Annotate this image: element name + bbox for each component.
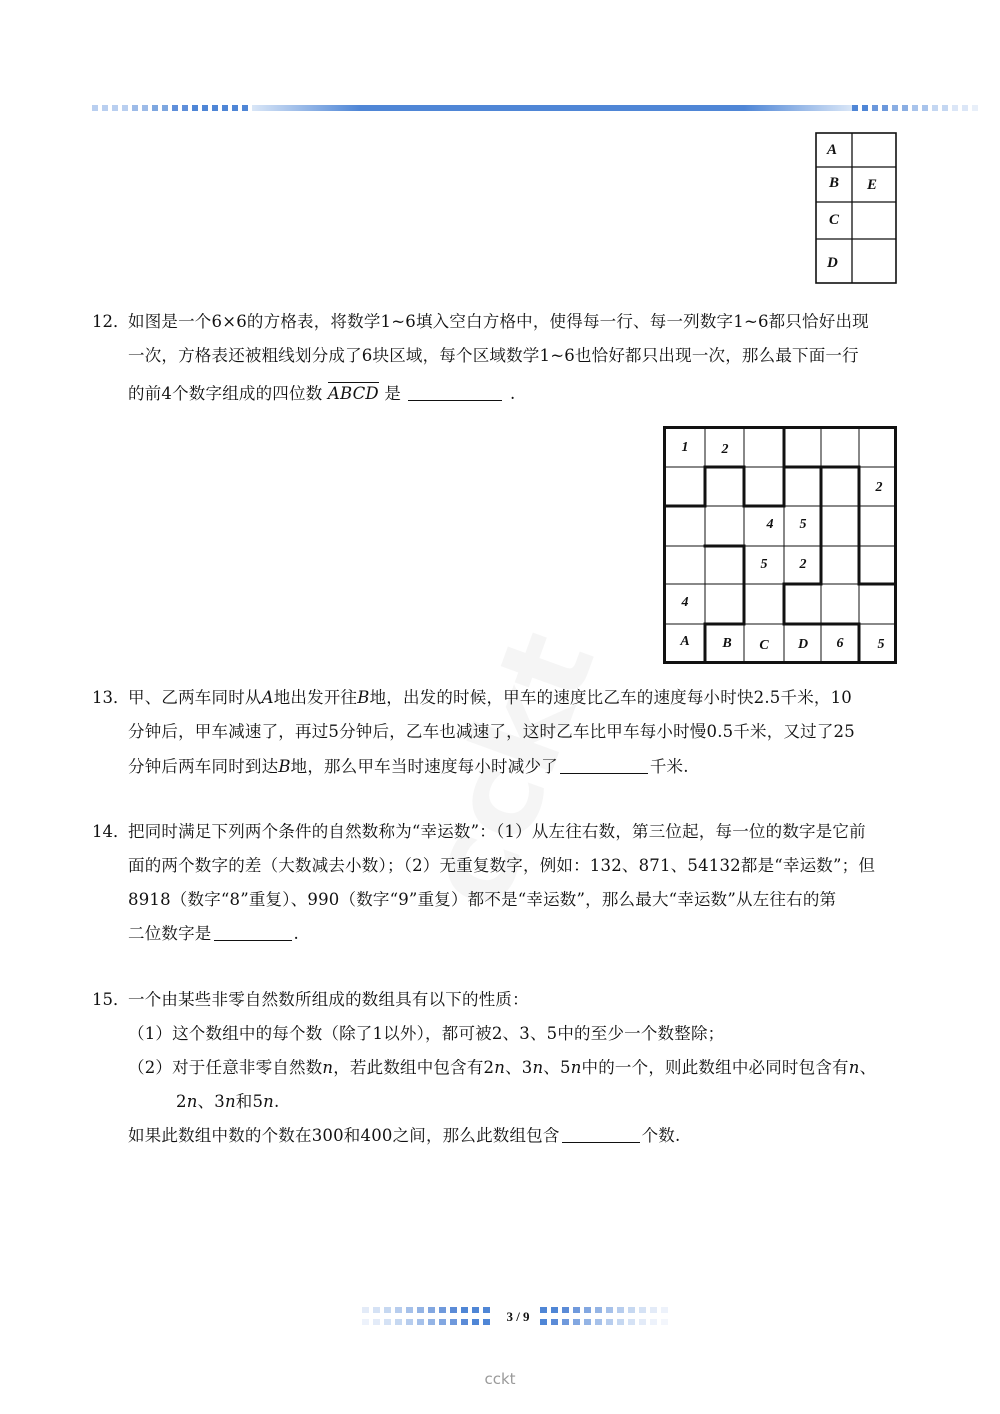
q13-line1	[128, 688, 852, 708]
q12-answer-blank[interactable]	[408, 384, 502, 401]
q15-var-n: n	[570, 1058, 582, 1077]
q12-line1: 如图是一个6×6的方格表，将数学1~6填入空白方格中，使得每一行、每一列数字1~6都只恰好出现	[128, 312, 869, 331]
q15-line3-a: （2）对于任意非零自然数	[128, 1058, 323, 1077]
q15-var-n: n	[848, 1058, 860, 1077]
q15-line3-b: ，若此数组中包含有2	[333, 1058, 495, 1077]
q15-var-n: n	[186, 1092, 198, 1111]
grid-cell: 5	[799, 517, 807, 532]
q14-line3: 8918（数字“8”重复）、990（数字“9”重复）都不是“幸运数”，那么最大“幸运数”从左往右的第	[128, 890, 837, 909]
q14-line4	[128, 924, 299, 944]
q15-line5-a: 如果此数组中数的个数在300和400之间，那么此数组包含	[128, 1126, 560, 1145]
q13-place-b2: B	[278, 757, 291, 776]
grid-cell: 4	[681, 595, 689, 610]
q12-abcd: ABCD	[327, 384, 379, 403]
sudoku-grid	[663, 426, 897, 664]
q15-line5-b: 个数.	[641, 1126, 681, 1145]
grid-cell: 6	[836, 636, 844, 651]
q15-line4	[176, 1092, 279, 1112]
q14-line4-a: 二位数字是	[128, 924, 212, 943]
grid-cell: 2	[799, 557, 807, 572]
grid-label-c: C	[829, 212, 840, 228]
grid-label-b: B	[829, 175, 840, 191]
q13-line1-b: 地出发开往	[273, 688, 358, 707]
q15-number: 15．	[92, 990, 130, 1009]
grid-cell: 2	[721, 442, 729, 457]
q13-place-a: A	[261, 688, 274, 707]
q15-line4-c: 和5	[235, 1092, 264, 1111]
q15-line4-b: 、3	[197, 1092, 225, 1111]
q14-line2: 面的两个数字的差（大数减去小数）；（2）无重复数字，例如：132、871、54132都是“幸运数”；但	[128, 856, 876, 875]
source-label: cckt	[484, 1370, 516, 1388]
q15-var-n: n	[263, 1092, 274, 1111]
q13-place-b: B	[357, 688, 370, 707]
q14-answer-blank[interactable]	[214, 924, 292, 941]
q15-line3-e: 中的一个，则此数组中必同时包含有	[581, 1058, 849, 1077]
grid-label-d: D	[827, 255, 838, 271]
grid-cell: D	[797, 637, 809, 652]
q13-answer-blank[interactable]	[560, 757, 648, 774]
q13-line3-c: 千米.	[649, 757, 689, 776]
q15-var-n: n	[322, 1058, 334, 1077]
q14-line4-b: .	[293, 924, 299, 943]
q13-line3	[128, 757, 689, 777]
grid-label-e: E	[867, 177, 878, 193]
q14-number: 14．	[92, 822, 130, 841]
grid-cell: 5	[877, 637, 885, 652]
q15-line5	[128, 1126, 680, 1146]
q15-line4-a: 2	[176, 1092, 187, 1111]
q15-line4-d: .	[274, 1092, 280, 1111]
q15-answer-blank[interactable]	[562, 1126, 640, 1143]
q15-line1: 一个由某些非零自然数所组成的数组具有以下的性质：	[128, 990, 529, 1009]
grid-cell: C	[759, 638, 769, 653]
q15-line3	[128, 1058, 876, 1078]
small-letter-grid	[815, 132, 897, 284]
q12-number: 12．	[92, 312, 130, 331]
q12-line3-post: 是	[384, 384, 402, 403]
header-rule	[92, 97, 982, 105]
q15-line3-d: 、5	[543, 1058, 571, 1077]
q13-line3-b: 地，那么甲车当时速度每小时减少了	[290, 757, 558, 776]
q12-line3-end: .	[509, 384, 516, 403]
q15-line3-f: 、	[859, 1058, 877, 1077]
q12-line3	[128, 384, 515, 404]
q13-line1-c: 地，出发的时候，甲车的速度比乙车的速度每小时快2.5千米，10	[369, 688, 852, 707]
grid-cell: 4	[766, 517, 774, 532]
q13-number: 13．	[92, 688, 130, 707]
q13-line1-a: 甲、乙两车同时从	[128, 688, 262, 707]
page-number: 3 / 9	[506, 1309, 530, 1324]
q13-line2: 分钟后，甲车减速了，再过5分钟后，乙车也减速了，这时乙车比甲车每小时慢0.5千米，又过了25	[128, 722, 855, 741]
grid-cell: B	[722, 636, 732, 651]
grid-label-a: A	[827, 142, 838, 158]
q12-line3-pre: 的前4个数字组成的四位数	[128, 384, 323, 403]
q15-var-n: n	[494, 1058, 506, 1077]
q15-var-n: n	[532, 1058, 544, 1077]
grid-cell: 5	[760, 557, 768, 572]
q15-line3-c: 、3	[505, 1058, 533, 1077]
grid-cell: 1	[681, 440, 689, 455]
q13-line3-a: 分钟后两车同时到达	[128, 757, 279, 776]
q15-var-n: n	[224, 1092, 236, 1111]
grid-cell: A	[680, 634, 690, 649]
q15-line2: （1）这个数组中的每个数（除了1以外），都可被2、3、5中的至少一个数整除；	[128, 1024, 725, 1043]
grid-cell: 2	[875, 480, 883, 495]
q12-line2: 一次，方格表还被粗线划分成了6块区域，每个区域数学1~6也恰好都只出现一次，那么最下面一行	[128, 346, 859, 365]
q14-line1: 把同时满足下列两个条件的自然数称为“幸运数”：（1）从左往右数，第三位起，每一位的数字是它前	[128, 822, 866, 841]
